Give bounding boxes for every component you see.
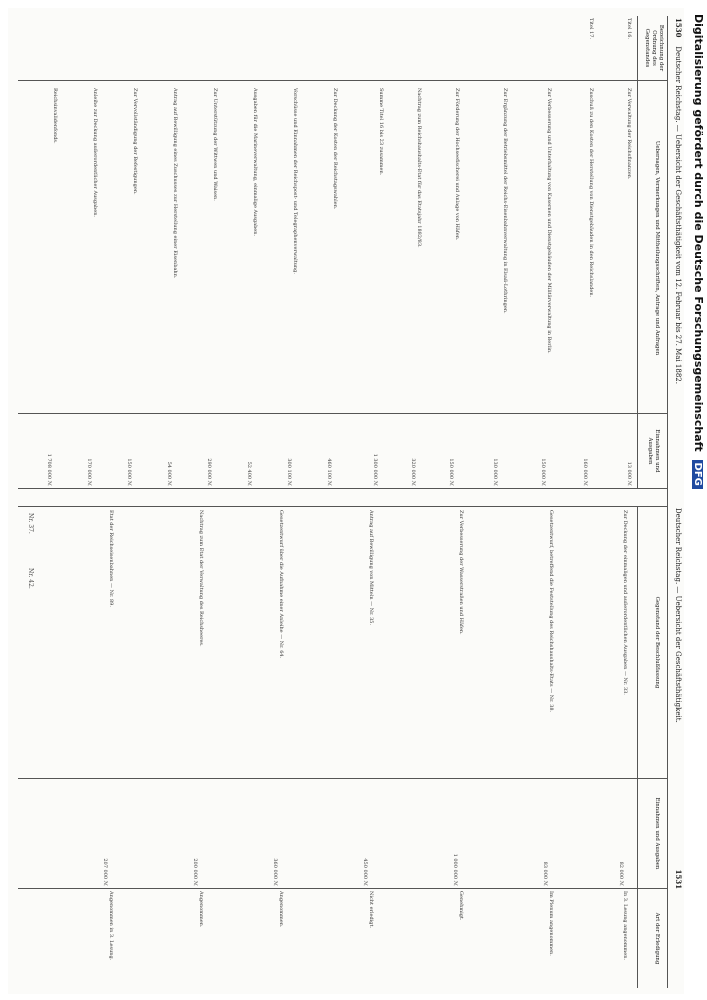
left-row-amount: 150 000 ℳ	[540, 458, 546, 486]
left-colhead-3: Einnahmen und Ausgaben	[647, 429, 660, 473]
left-page-header	[670, 18, 682, 384]
left-row-amount: 52 400 ℳ	[246, 461, 252, 486]
right-colhead-2: Einnahmen und Ausgaben	[654, 797, 660, 870]
left-row-amount: 290 000 ℳ	[206, 458, 212, 486]
left-row-text: Zur Unterstützung der Wittwen und Waisen.	[212, 88, 218, 201]
right-row-amount: 1 000 000 ℳ	[452, 853, 458, 886]
right-row-text: Nachtrag zum Etat der Verwaltung des Reichsheeres.	[198, 510, 204, 647]
right-row-text: Zur Deckung der einmaligen und außerordentlichen Ausgaben — Nr. 33.	[622, 510, 628, 695]
left-row-amount: 1 708 000 ℳ	[46, 453, 52, 486]
rotated-scan-wrapper	[8, 8, 684, 994]
left-row-label: Titel 17.	[588, 18, 594, 40]
left-row-amount: 130 000 ℳ	[492, 458, 498, 486]
right-colhead-1: Gegenstand der Beschlußfassung	[654, 596, 660, 689]
right-row-status: Angenommen in 3. Lesung.	[108, 891, 114, 961]
left-row-text: Ausgaben für die Marineverwaltung, einmalige Ausgaben.	[252, 88, 258, 237]
dfg-sidebar	[691, 6, 707, 986]
right-row-amount: 360 000 ℳ	[272, 858, 278, 886]
right-page-number: 1531	[674, 869, 683, 890]
left-row-amount: 54 000 ℳ	[166, 461, 172, 486]
right-row-amount: 207 000 ℳ	[102, 858, 108, 886]
left-row-amount: 300 100 ℳ	[286, 458, 292, 486]
right-col1-divider	[18, 778, 668, 779]
right-row-text: Etat der Reichseisenbahnen — Nr. 89.	[108, 510, 114, 607]
landscape-scan	[8, 8, 684, 994]
left-colhead-rule	[637, 16, 638, 488]
left-row-amount: 160 000 ℳ	[582, 458, 588, 486]
left-row-amount: 320 000 ℳ	[410, 458, 416, 486]
left-col1-divider	[18, 80, 668, 81]
left-row-amount: 1 300 000 ℳ	[372, 453, 378, 486]
right-row-text: Gesetzentwurf über die Aufnahme einer Anleihe — Nr. 64.	[278, 510, 284, 659]
left-row-text: Zur Vervollständigung der Befestigungen.	[132, 88, 138, 195]
left-row-text: Antrag auf Bewilligung eines Zuschusses zur Herstellung einer Eisenbahn.	[172, 88, 178, 279]
right-page-header	[670, 508, 682, 889]
right-colhead-3: Art der Erledigung	[654, 912, 660, 965]
right-row-status: In 3. Lesung angenommen.	[622, 891, 628, 961]
dfg-funding-text: Digitalisierung gefördert durch die Deutsche Forschungsgemeinschaft	[692, 14, 705, 452]
page-gutter-line-2	[18, 506, 668, 507]
right-row-text: Antrag auf Bewilligung von Mitteln — Nr. 35.	[368, 510, 374, 626]
right-row-text: Zur Verbesserung der Wasserstraßen und Häfen.	[458, 510, 464, 635]
right-row-amount: 82 000 ℳ	[618, 861, 624, 886]
left-row-text: Zuschuß zu den Kosten der Herstellung von Dienstgebäuden in den Reichslanden.	[588, 88, 594, 298]
left-row-text: Nachtrag zum Reichshaushalts-Etat für das Etatsjahr 1882/83.	[416, 88, 422, 248]
dfg-sidebar-text	[692, 14, 705, 489]
left-col2-divider	[18, 413, 668, 414]
footer-mark-2: Nr. 42.	[27, 568, 34, 589]
document-page	[8, 8, 684, 994]
left-row-label: Titel 16.	[626, 18, 632, 40]
left-row-text: Zur Förderung der Hochseefischerei und Anlage von Häfen.	[454, 88, 460, 241]
left-row-text: Reichsinvalidenfonds.	[52, 88, 58, 144]
right-page-title: Deutscher Reichstag. — Uebersicht der Geschäftsthätigkeit.	[674, 508, 682, 723]
right-row-status: Nicht erledigt.	[368, 891, 374, 929]
page-gutter-line	[18, 488, 668, 489]
left-row-text: Zur Verwaltung der Reichsfinanzen.	[626, 88, 632, 180]
right-row-text: Gesetzentwurf, betreffend die Feststellung des Reichshaushalts-Etats — Nr. 38.	[548, 510, 554, 713]
left-row-amount: 460 100 ℳ	[326, 458, 332, 486]
header-rule	[667, 16, 668, 988]
left-page-title: Deutscher Reichstag. — Uebersicht der Geschäftsthätigkeit vom 12. Februar bis 27. Mai 1882.	[674, 46, 682, 384]
left-row-text: Summe Titel 16 bis 23 zusammen.	[378, 88, 384, 176]
left-row-amount: 150 000 ℳ	[448, 458, 454, 486]
dfg-logo-badge: DFG	[692, 460, 703, 489]
left-colhead-2: Uebersagen, Vermerkungen und Mittheilungsschriften, Antrage und Anfragen	[654, 140, 660, 356]
footer-mark-1: Nr. 37.	[27, 513, 34, 534]
left-colhead-1: Bezeichnung der Ordnung des Gegenstandes	[644, 24, 664, 72]
right-row-status: Im Plenum angenommen.	[548, 891, 554, 956]
left-row-text: Vorschüsse und Einnahmen der Reichspost- und Telegraphenverwaltung.	[292, 88, 298, 274]
left-row-amount: 170 000 ℳ	[86, 458, 92, 486]
right-row-status: Genehmigt.	[458, 891, 464, 921]
left-row-text: Anleihe zur Deckung außerordentlicher Ausgaben.	[92, 88, 98, 218]
left-row-text: Zur Ergänzung der Betriebsmittel der Reichs-Eisenbahnverwaltung in Elsaß-Lothringen.	[502, 88, 508, 314]
right-colhead-rule	[637, 506, 638, 988]
left-row-amount: 13 000 ℳ	[626, 461, 632, 486]
right-row-amount: 450 000 ℳ	[362, 858, 368, 886]
left-page-number: 1530	[674, 18, 683, 38]
left-row-text: Zur Verbesserung und Unterhaltung von Kasernen und Dienstgebäuden der Militärverwaltung in Berlin.	[546, 88, 552, 354]
right-row-status: Angenommen.	[198, 891, 204, 928]
right-row-amount: 200 000 ℳ	[192, 858, 198, 886]
left-row-amount: 150 000 ℳ	[126, 458, 132, 486]
right-col2-divider	[18, 888, 668, 889]
right-row-status: Angenommen.	[278, 891, 284, 928]
left-row-text: Zur Deckung der Kosten der Reichstagswahlen.	[332, 88, 338, 210]
right-row-amount: 83 000 ℳ	[542, 861, 548, 886]
